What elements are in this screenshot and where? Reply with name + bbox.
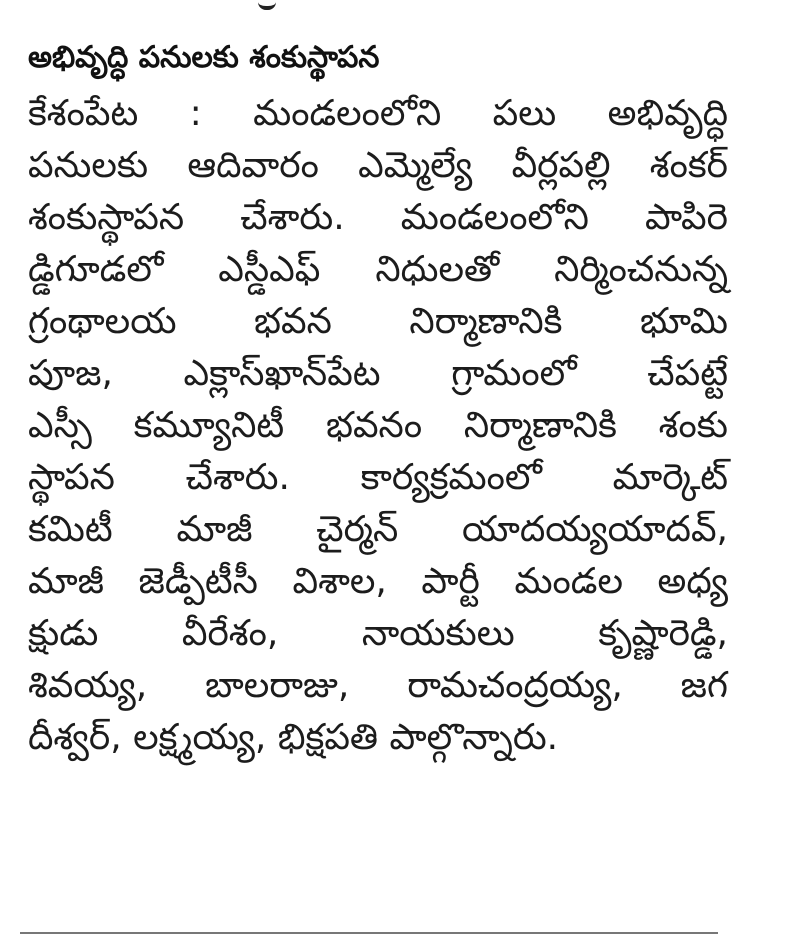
article-line: శివయ్య, బాలరాజు, రామచంద్రయ్య, జగ	[28, 665, 728, 706]
bottom-divider	[20, 932, 718, 934]
article-line: ఎస్సీ కమ్యూనిటీ భవనం నిర్మాణానికి శంకు	[28, 405, 728, 446]
article-headline: అభివృద్ధి పనులకు శంకుస్థాపన	[28, 40, 380, 75]
cropped-glyph	[258, 0, 276, 10]
article-line: కేశంపేట : మండలంలోని పలు అభివృద్ధి	[28, 93, 728, 134]
article-line: పూజ, ఎక్లాస్‌ఖాన్‌పేట గ్రామంలో చేపట్టే	[28, 353, 728, 394]
article-line: పనులకు ఆదివారం ఎమ్మెల్యే వీర్లపల్లి శంకర్	[28, 145, 728, 186]
news-article	[28, 36, 728, 764]
article-line: డ్డిగూడలో ఎస్డీఎఫ్ నిధులతో నిర్మించనున్న	[28, 249, 728, 290]
article-line: క్షుడు వీరేశం, నాయకులు కృష్ణారెడ్డి,	[28, 613, 728, 654]
article-line: మాజీ జెడ్పీటీసీ విశాల, పార్టీ మండల అధ్య	[28, 561, 728, 602]
article-line: శంకుస్థాపన చేశారు. మండలంలోని పాపిరె	[28, 197, 728, 238]
article-line: కమిటీ మాజీ చైర్మన్ యాదయ్యయాదవ్,	[28, 509, 728, 550]
article-line: స్థాపన చేశారు. కార్యక్రమంలో మార్కెట్	[28, 457, 728, 498]
article-line: దీశ్వర్, లక్ష్మయ్య, భిక్షపతి పాల్గొన్నారు.	[28, 717, 559, 758]
previous-article-fragment	[0, 0, 800, 14]
article-body	[28, 88, 728, 764]
article-line: గ్రంథాలయ భవన నిర్మాణానికి భూమి	[28, 301, 728, 342]
